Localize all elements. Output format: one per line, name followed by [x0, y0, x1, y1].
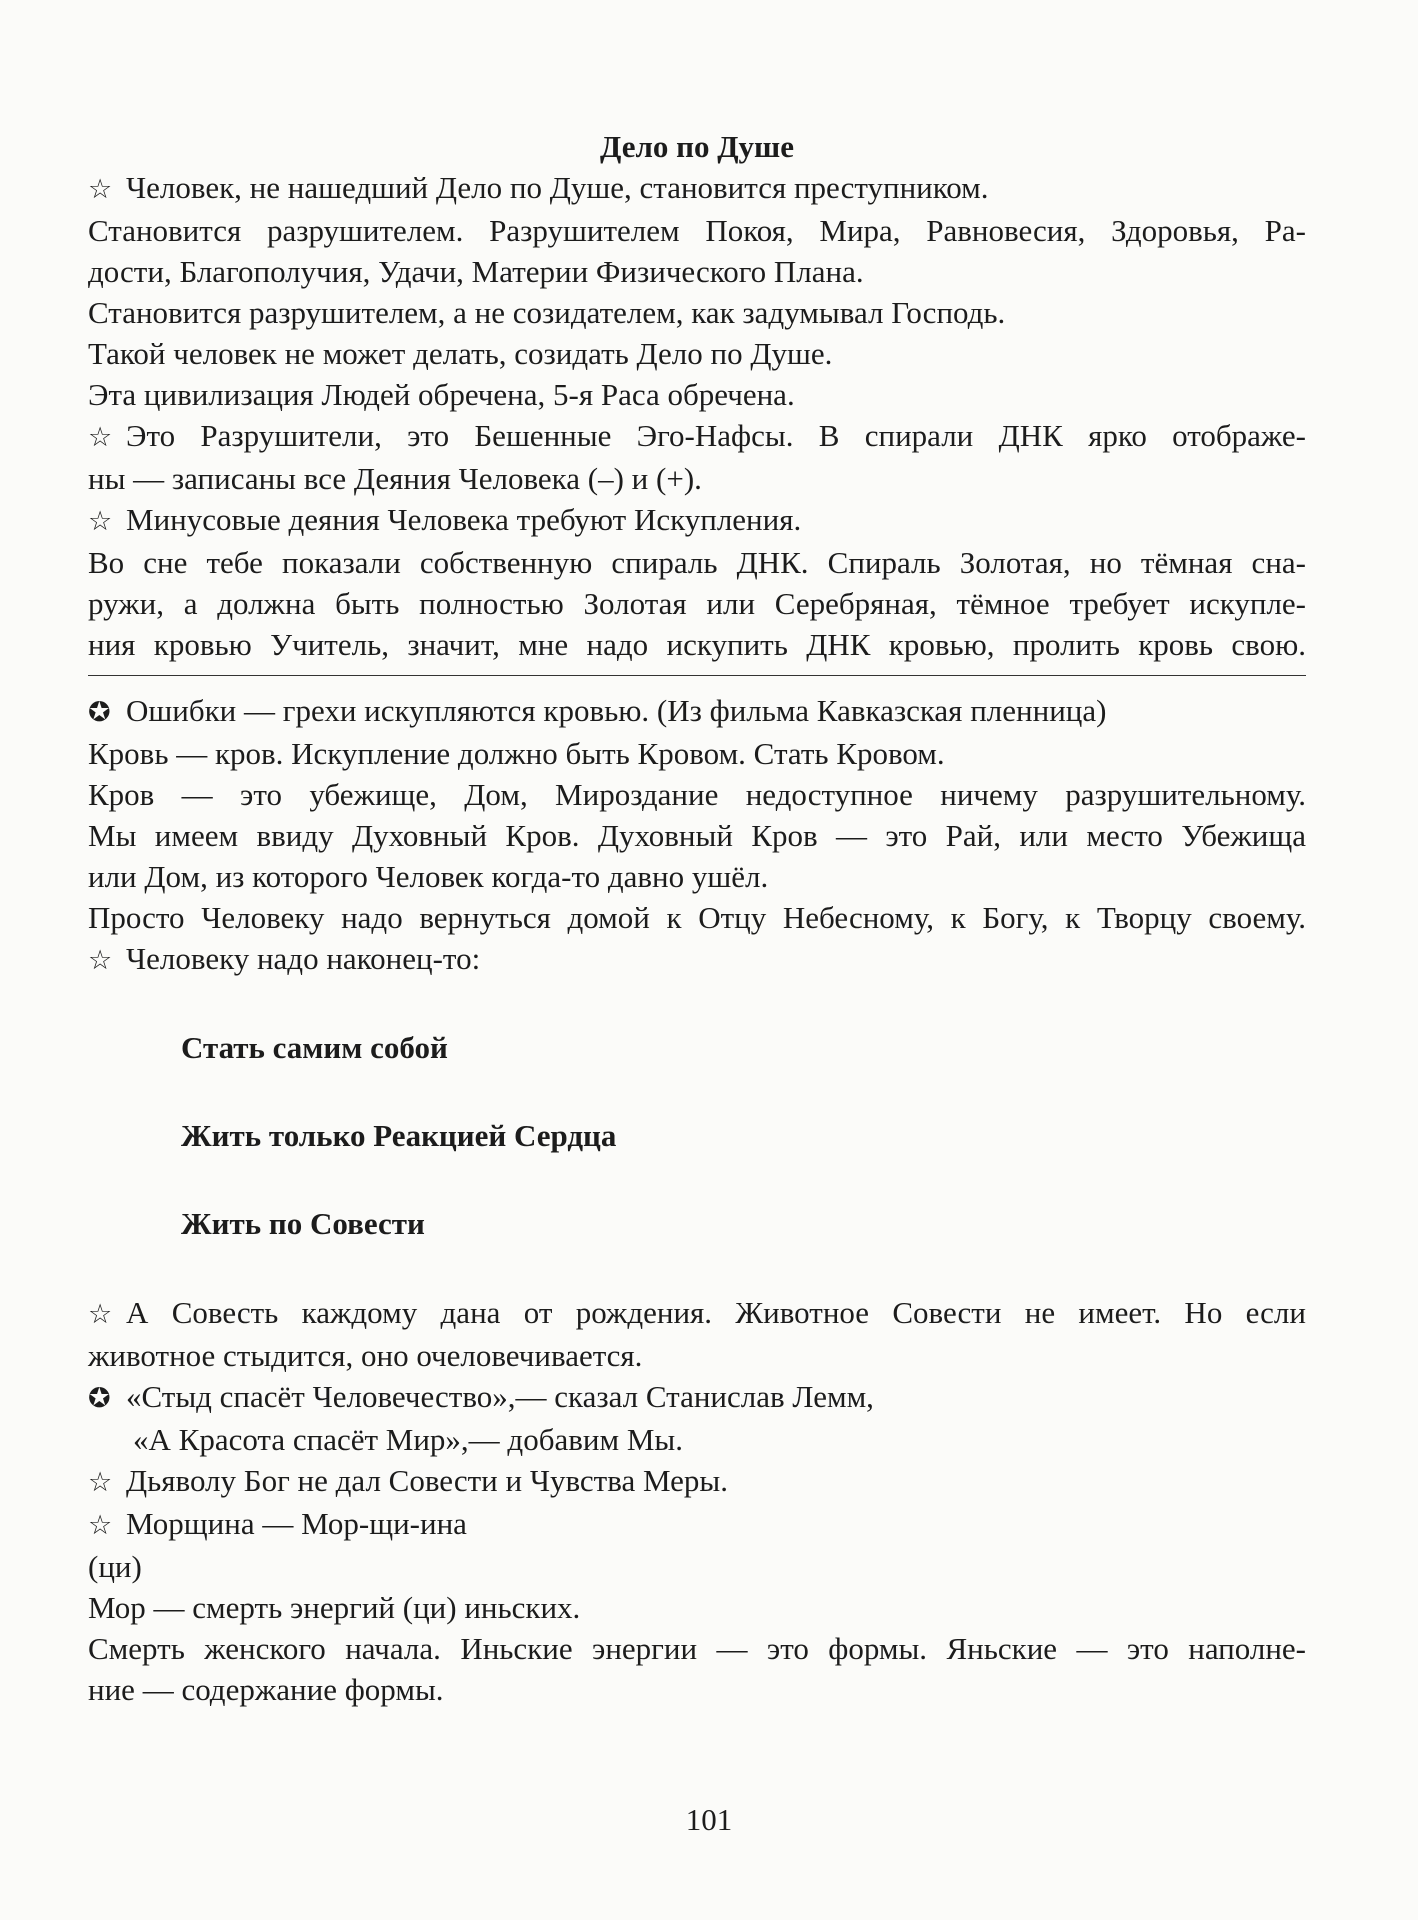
paragraph-line: Становится разрушителем. Разрушителем Покоя, Мира, Равновесия, Здоровья, Ра-	[88, 213, 1306, 248]
paragraph-line: ☆ Человек, не нашедший Дело по Душе, становится преступником.	[88, 167, 1306, 210]
paragraph-line: ния кровью Учитель, значит, мне надо искупить ДНК кровью, пролить кровь свою.	[88, 627, 1306, 662]
page-number: 101	[685, 1802, 733, 1837]
paragraph-line: Мы имеем ввиду Духовный Кров. Духовный Кров — это Рай, или место Убежища	[88, 818, 1306, 853]
paragraph-line: ✪ Ошибки — грехи искупляются кровью. (Из фильма Кавказская пленница)	[88, 690, 1306, 733]
paragraph-line: животное стыдится, оно очеловечивается.	[88, 1338, 643, 1373]
paragraph-line: ружи, а должна быть полностью Золотая или Серебряная, тёмное требует искупле-	[88, 586, 1306, 621]
star-icon: ☆	[88, 174, 113, 205]
paragraph-line: ☆ Морщина — Мор-щи-ина	[88, 1503, 1306, 1546]
star-icon: ☆	[88, 945, 113, 976]
paragraph-line: ☆ А Совесть каждому дана от рождения. Животное Совести не имеет. Но если	[88, 1292, 1306, 1335]
section-heading: Дело по Душе	[600, 129, 794, 164]
paragraph-line: ние — содержание формы.	[88, 1672, 444, 1707]
star-icon: ☆	[88, 1299, 113, 1330]
paragraph-line: ☆ Это Разрушители, это Бешенные Эго-Нафсы. В спирали ДНК ярко отображе-	[88, 415, 1306, 458]
paragraph-line: Становится разрушителем, а не созидателем, как задумывал Господь.	[88, 295, 1006, 330]
star-icon: ☆	[88, 1510, 113, 1541]
paragraph-line: ны — записаны все Деяния Человека (–) и (+).	[88, 461, 702, 496]
paragraph-line: Кров — это убежище, Дом, Мироздание недоступное ничему разрушительному.	[88, 777, 1306, 812]
paragraph-line: Кровь — кров. Искупление должно быть Кровом. Стать Кровом.	[88, 736, 945, 771]
paragraph-line: Просто Человеку надо вернуться домой к Отцу Небесному, к Богу, к Творцу своему.	[88, 900, 1306, 935]
paragraph-line: Во сне тебе показали собственную спираль ДНК. Спираль Золотая, но тёмная сна-	[88, 545, 1306, 580]
paragraph-line: Такой человек не может делать, созидать Дело по Душе.	[88, 336, 833, 371]
paragraph-line: ☆ Дьяволу Бог не дал Совести и Чувства Меры.	[88, 1460, 1306, 1503]
star-icon: ☆	[88, 422, 113, 453]
paragraph-line: ☆ Человеку надо наконец-то:	[88, 938, 1306, 981]
bold-item: Жить только Реакцией Сердца	[181, 1118, 617, 1153]
horizontal-divider	[88, 675, 1306, 676]
quote-line: «А Красота спасёт Мир»,— добавим Мы.	[133, 1422, 683, 1457]
paragraph-line: ✪ «Стыд спасёт Человечество»,— сказал Станислав Лемм,	[88, 1376, 1306, 1419]
paragraph-line: или Дом, из которого Человек когда-то давно ушёл.	[88, 859, 769, 894]
paragraph-line: Мор — смерть энергий (ци) иньских.	[88, 1590, 581, 1625]
star-icon: ☆	[88, 506, 113, 537]
paragraph-line: Эта цивилизация Людей обречена, 5-я Раса обречена.	[88, 377, 795, 412]
paragraph-line: (ци)	[88, 1549, 142, 1584]
paragraph-line: дости, Благополучия, Удачи, Материи Физического Плана.	[88, 254, 864, 289]
star-icon: ☆	[88, 1467, 113, 1498]
page-text	[88, 126, 1306, 1710]
bold-item: Жить по Совести	[181, 1206, 425, 1241]
pentagram-icon: ✪	[88, 697, 111, 728]
paragraph-line: Смерть женского начала. Иньские энергии — это формы. Яньские — это наполне-	[88, 1631, 1306, 1666]
pentagram-icon: ✪	[88, 1383, 111, 1414]
paragraph-line: ☆ Минусовые деяния Человека требуют Искупления.	[88, 499, 1306, 542]
bold-item: Стать самим собой	[181, 1030, 448, 1065]
